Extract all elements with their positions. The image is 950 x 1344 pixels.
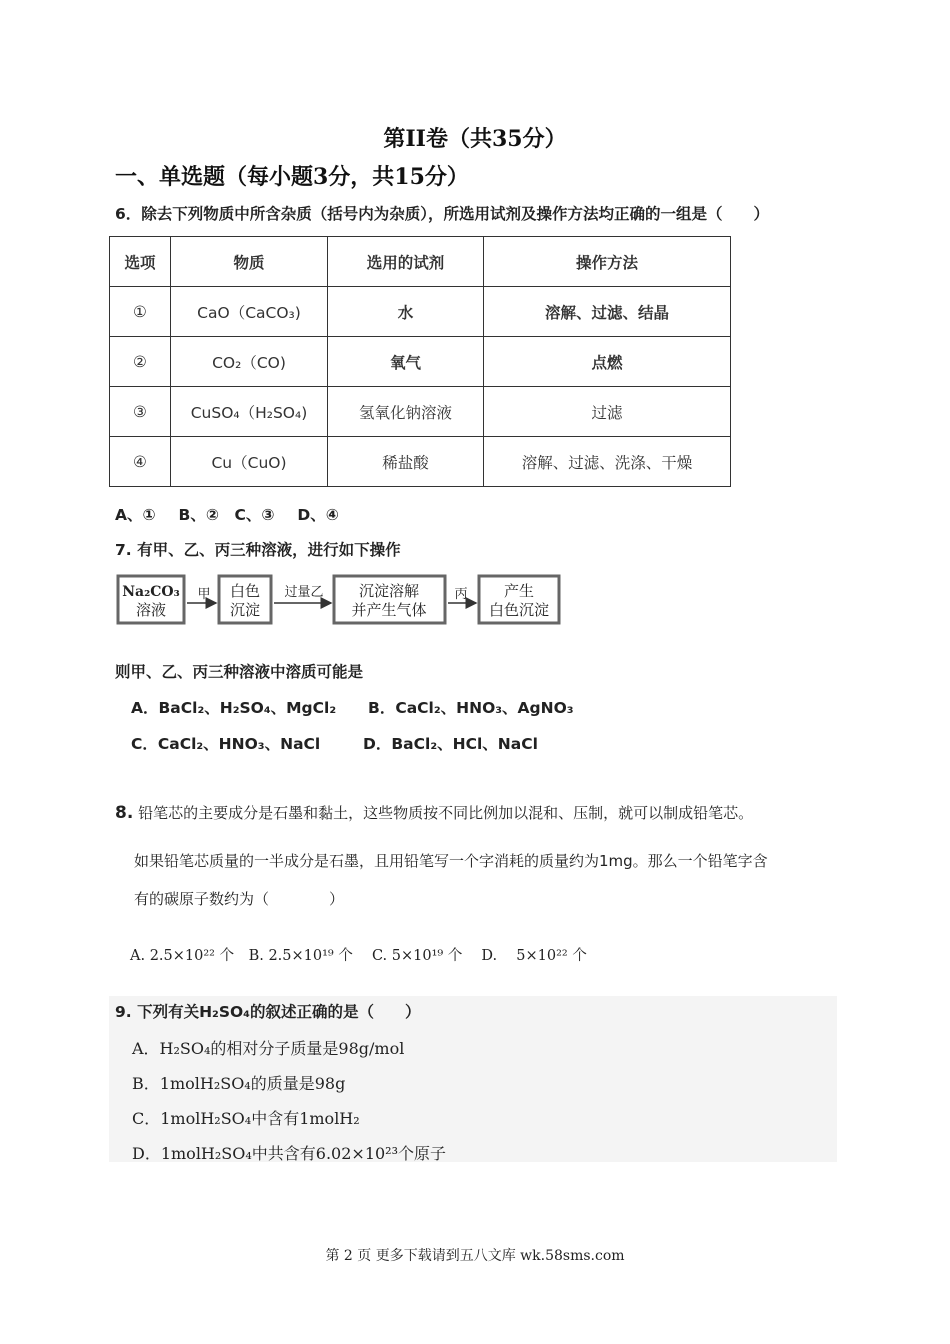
flow-box-3	[334, 576, 445, 623]
table-cell: 点燃	[484, 337, 731, 387]
q7-question: 则甲、乙、丙三种溶液中溶质可能是	[115, 663, 364, 681]
table-cell: 溶解、过滤、结晶	[484, 287, 731, 337]
table-cell: Cu（CuO)	[171, 437, 328, 487]
page-title: 第II卷（共35分）	[383, 126, 567, 152]
q8-line2: 如果铅笔芯质量的一半成分是石墨，且用铅笔写一个字消耗的质量约为1mg。那么一个铅笔字含	[134, 852, 768, 870]
table-cell: 稀盐酸	[328, 437, 484, 487]
table-cell: ④	[110, 437, 171, 487]
flow-arrow-1-label: 甲	[197, 587, 211, 602]
table-cell: 氢氧化钠溶液	[328, 387, 484, 437]
q6-table	[109, 236, 731, 487]
q8-options: A. 2.5×10²² 个 B. 2.5×10¹⁹ 个 C. 5×10¹⁹ 个 D. 5×10²² 个	[130, 948, 587, 964]
flow-box-2-line1: 白色	[229, 582, 261, 600]
table-cell: CuSO₄（H₂SO₄)	[171, 387, 328, 437]
q7-option-c: C．CaCl₂、HNO₃、NaCl	[131, 735, 321, 753]
q7-stem: 7. 有甲、乙、丙三种溶液，进行如下操作	[115, 541, 401, 559]
q9-option-c: C．1molH₂SO₄中含有1molH₂	[132, 1109, 360, 1128]
q9-option-d: D．1molH₂SO₄中共含有6.02×10²³个原子	[132, 1144, 447, 1163]
table-header-row	[110, 237, 731, 287]
flow-box-3-line1: 沉淀溶解	[358, 582, 420, 600]
flow-box-4-line1: 产生	[503, 582, 535, 600]
flow-box-4	[479, 576, 559, 623]
table-cell: 氧气	[328, 337, 484, 387]
table-cell: CO₂（CO)	[171, 337, 328, 387]
table-cell: 过滤	[484, 387, 731, 437]
section-heading: 一、单选题（每小题3分，共15分）	[115, 164, 469, 190]
table-cell: ①	[110, 287, 171, 337]
table-row	[110, 337, 731, 387]
table-cell: ③	[110, 387, 171, 437]
table-header-cell: 选项	[110, 237, 171, 287]
page-footer: 第 2 页 更多下载请到五八文库 wk.58sms.com	[325, 1248, 625, 1264]
table-row	[110, 437, 731, 487]
table-header-cell: 选用的试剂	[328, 237, 484, 287]
q8-number: 8.	[115, 803, 134, 823]
q7-option-a: A．BaCl₂、H₂SO₄、MgCl₂	[131, 699, 337, 717]
q6-stem: 6．除去下列物质中所含杂质（括号内为杂质），所选用试剂及操作方法均正确的一组是（ ）	[115, 205, 770, 223]
flow-arrow-2-label: 过量乙	[284, 585, 324, 600]
q6-options: A、① B、② C、③ D、④	[115, 506, 339, 524]
flow-box-2-line2: 沉淀	[229, 601, 261, 619]
table-row	[110, 387, 731, 437]
q9-option-b: B．1molH₂SO₄的质量是98g	[132, 1074, 346, 1093]
q7-option-b: B．CaCl₂、HNO₃、AgNO₃	[368, 699, 574, 717]
q8-line3: 有的碳原子数约为（ ）	[134, 890, 345, 908]
flow-box-1	[118, 576, 184, 623]
flow-box-2	[219, 576, 271, 623]
table-header-cell: 操作方法	[484, 237, 731, 287]
flow-box-1-line1: Na₂CO₃	[122, 584, 180, 600]
table-header-cell: 物质	[171, 237, 328, 287]
table-cell: CaO（CaCO₃)	[171, 287, 328, 337]
q8-line1	[115, 802, 753, 823]
table-cell: 溶解、过滤、洗涤、干燥	[484, 437, 731, 487]
flow-box-3-line2: 并产生气体	[351, 601, 427, 619]
q7-option-d: D．BaCl₂、HCl、NaCl	[363, 735, 538, 753]
q9-stem: 9. 下列有关H₂SO₄的叙述正确的是（ ）	[115, 1003, 421, 1021]
q9-option-a: A．H₂SO₄的相对分子质量是98g/mol	[132, 1039, 405, 1058]
table-cell: 水	[328, 287, 484, 337]
q7-flow-diagram	[115, 570, 565, 628]
flow-arrow-3-label: 丙	[454, 587, 468, 602]
table-row	[110, 287, 731, 337]
table-cell: ②	[110, 337, 171, 387]
q8-text-1: 铅笔芯的主要成分是石墨和黏土，这些物质按不同比例加以混和、压制，就可以制成铅笔芯。	[138, 804, 754, 822]
flow-box-1-line2: 溶液	[135, 601, 167, 619]
flow-box-4-line2: 白色沉淀	[488, 601, 550, 619]
